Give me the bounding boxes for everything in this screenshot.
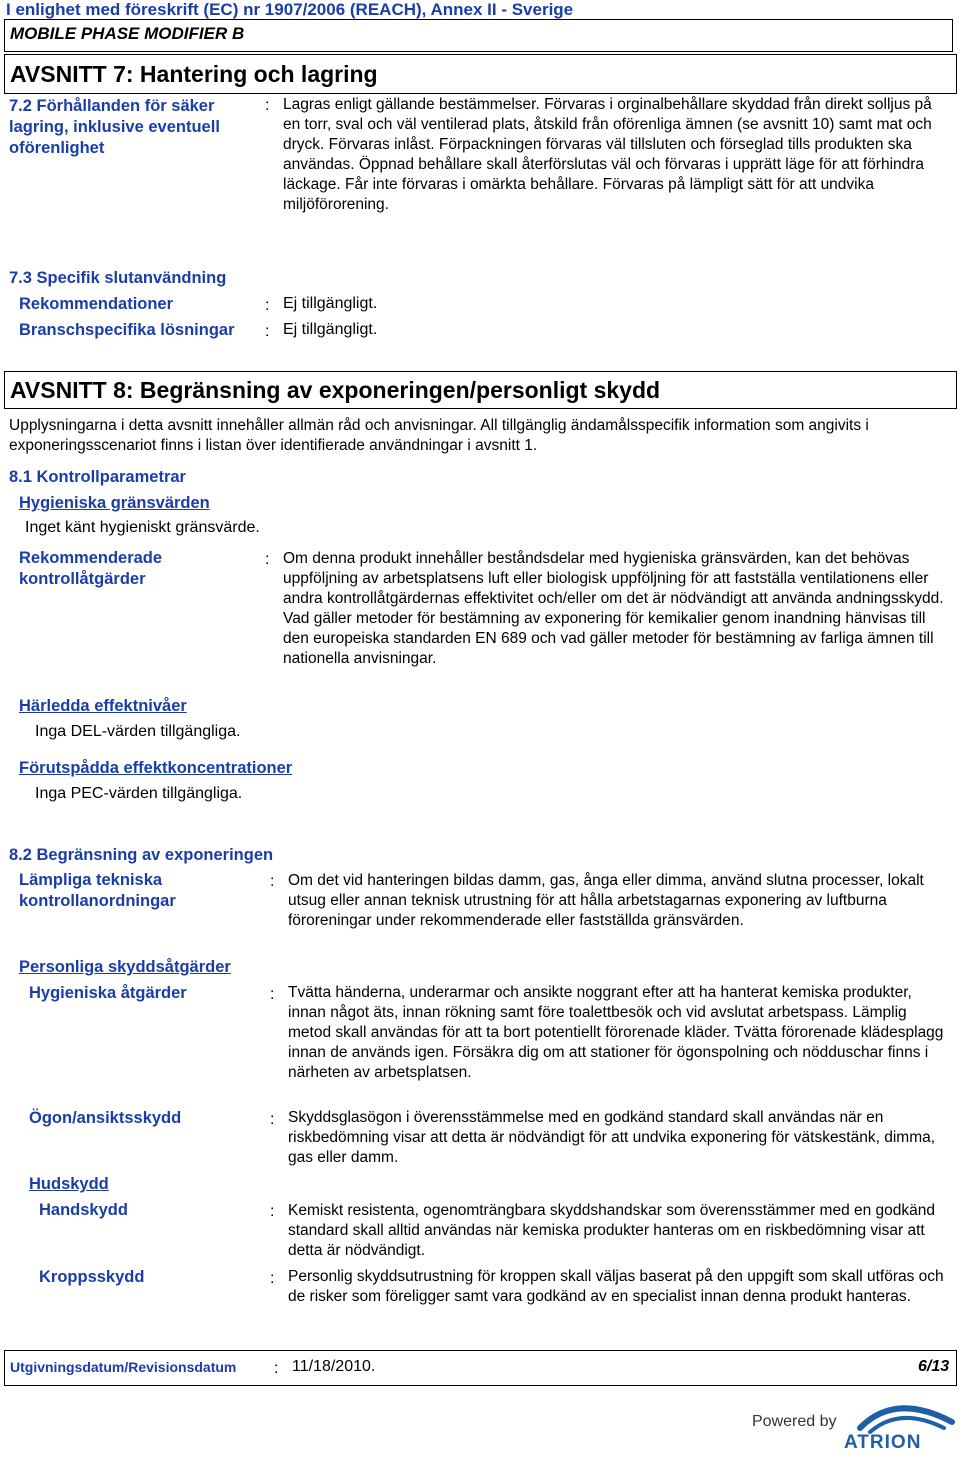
engineering-controls-text: Om det vid hanteringen bildas damm, gas, ånga eller dimma, använd slutna processer, lokalt utsug eller annan teknisk utrustning för att hålla arbetstagarnas exponering av luftburna föroreningar under rekommenderade eller fastställda gränsvärden. (288, 872, 924, 929)
dnel-heading: Härledda effektnivåer (19, 697, 187, 715)
hygiene-measures-label: Hygieniska åtgärder (29, 984, 187, 1002)
product-name: MOBILE PHASE MODIFIER B (10, 24, 245, 43)
recommended-controls-text: Om denna produkt innehåller beståndsdelar med hygieniska gränsvärden, kan det behövas uppföljning av arbetsplatsens luft eller biologisk uppföljning för att fastställa ventilationens eller andra kontrollåtgärdernas effektivitet och/eller om det är nödvändigt att använda andningsskydd. Vad gäller metoder för bestämning av exponering för kemikalier genom inandning hänvisas till den europeiska standarden EN 689 och vad gäller metoder för bestämning av farliga ämnen till nationella anvisningar. (283, 550, 944, 667)
recommended-controls-label: Rekommenderade kontrollåtgärder (19, 549, 163, 588)
hygiene-limits-heading: Hygieniska gränsvärden (19, 494, 210, 512)
pnec-value: Inga PEC-värden tillgängliga. (35, 785, 243, 802)
eye-protection-text: Skyddsglasögon i överensstämmelse med en godkänd standard skall användas när en riskbedömning visar att detta är nödvändigt för att undvika exponering för vätskestänk, dimma, gas eller damm. (288, 1109, 936, 1166)
industry-solutions-label: Branschspecifika lösningar (19, 321, 235, 339)
regulation-title: I enlighet med föreskrift (EC) nr 1907/2006 (REACH), Annex II - Sverige (6, 0, 574, 19)
colon-separator: : (265, 297, 270, 314)
specific-end-use-heading: 7.3 Specifik slutanvändning (9, 269, 227, 287)
colon-separator: : (270, 1203, 275, 1220)
body-protection-text: Personlig skyddsutrustning för kroppen skall väljas baserat på den uppgift som skall utföras och de risker som föreligger samt vara godkänd av en specialist innan denna produkt hanteras. (288, 1268, 944, 1305)
colon-separator: : (265, 97, 270, 114)
colon-separator: : (270, 1111, 275, 1128)
section-8-title: AVSNITT 8: Begränsning av exponeringen/personligt skydd (10, 377, 661, 403)
eye-protection-label: Ögon/ansiktsskydd (29, 1109, 182, 1127)
skin-protection-heading: Hudskydd (29, 1175, 109, 1193)
revision-date-label: Utgivningsdatum/Revisionsdatum (10, 1359, 237, 1375)
recommendations-value: Ej tillgängligt. (283, 295, 378, 312)
revision-date-value: 11/18/2010. (292, 1358, 376, 1375)
colon-separator: : (270, 1270, 275, 1287)
hand-protection-label: Handskydd (39, 1201, 128, 1219)
industry-solutions-value: Ej tillgängligt. (283, 321, 378, 338)
engineering-controls-label: Lämpliga tekniska kontrollanordningar (19, 871, 176, 910)
storage-conditions-text: Lagras enligt gällande bestämmelser. Förvaras i orginalbehållare skyddad från direkt solljus på en torr, sval och väl ventilerad plats, åtskild från oförenliga ämnen (se avsnitt 10) samt mat och dryck. Förvaras inlåst. Förpackningen förvaras väl tillsluten och förseglad tills produkten ska användas. Öppnad behållare skall återförslutas väl och förvaras i upprätt läge för att förhindra läckage. Får inte förvaras i omärkta behållare. Förvaras på lämpligt sätt för att undvika miljöförorening. (283, 96, 932, 213)
atrion-logo-text: ATRION (844, 1432, 922, 1450)
dnel-value: Inga DEL-värden tillgängliga. (35, 723, 241, 740)
powered-by-text: Powered by (752, 1413, 837, 1430)
control-parameters-heading: 8.1 Kontrollparametrar (9, 468, 186, 486)
storage-conditions-label: 7.2 Förhållanden för säker lagring, inklusive eventuell oförenlighet (9, 97, 220, 157)
colon-separator: : (265, 323, 270, 340)
recommendations-label: Rekommendationer (19, 295, 174, 313)
colon-separator: : (270, 873, 275, 890)
colon-separator: : (265, 551, 270, 568)
colon-separator: : (270, 986, 275, 1003)
exposure-controls-heading: 8.2 Begränsning av exponeringen (9, 846, 274, 864)
colon-separator: : (274, 1360, 279, 1377)
hygiene-measures-text: Tvätta händerna, underarmar och ansikte noggrant efter att ha hanterat kemiska produkter, innan något äts, innan rökning samt före toalettbesök och vid avslutat arbetspass. Lämplig metod skall användas för att ta bort potentiellt förorenade kläder. Tvätta förorenade klädesplagg innan de används igen. Försäkra dig om att stationer för ögonspolning och nödduschar finns i närheten av arbetsplatsen. (288, 984, 944, 1081)
section-7-title: AVSNITT 7: Hantering och lagring (10, 61, 378, 87)
hand-protection-text: Kemiskt resistenta, ogenomträngbara skyddshandskar som överensstämmer med en godkänd standard skall alltid användas när kemiska produkter hanteras om en riskbedömning visar att detta är nödvändigt. (288, 1202, 936, 1259)
atrion-logo-icon (840, 1398, 958, 1450)
personal-protection-heading: Personliga skyddsåtgärder (19, 958, 231, 976)
body-protection-label: Kroppsskydd (39, 1268, 145, 1286)
hygiene-limits-value: Inget känt hygieniskt gränsvärde. (25, 519, 260, 536)
pnec-heading: Förutspådda effektkoncentrationer (19, 759, 293, 777)
page-number: 6/13 (918, 1358, 950, 1375)
section-8-intro: Upplysningarna i detta avsnitt innehåller allmän råd och anvisningar. All tillgänglig ändamålsspecifik information som angivits i exponeringsscenariot finns i listan över identifierade användningar i avsnitt 1. (9, 417, 869, 454)
